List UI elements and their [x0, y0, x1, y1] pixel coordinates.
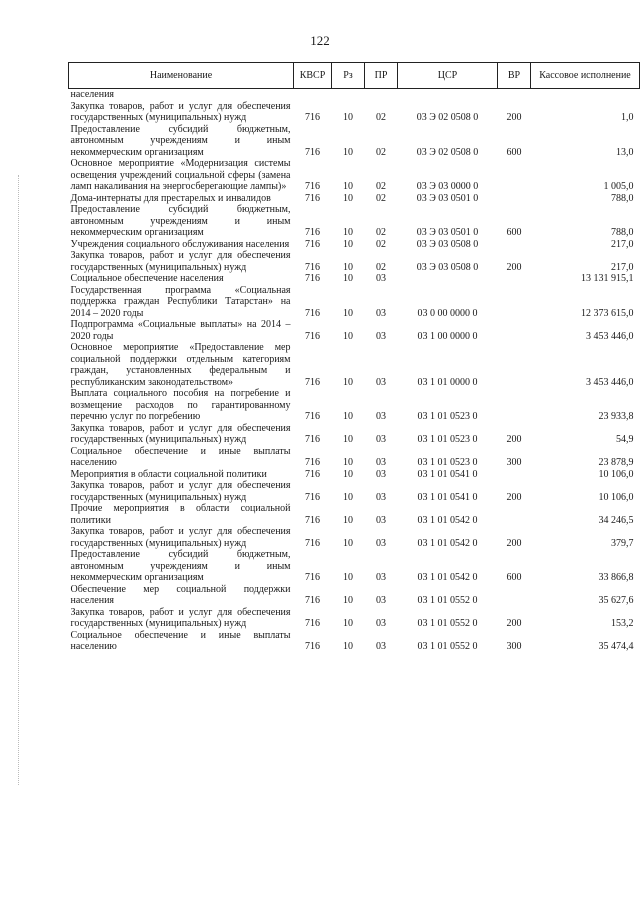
row-vr	[498, 469, 531, 481]
table-row	[69, 480, 640, 503]
row-pr: 03	[376, 491, 386, 503]
row-name: Подпрограмма «Социальные выплаты» на 2014 – 2020 годы	[70, 319, 291, 342]
row-amount: 13 131 915,1	[581, 273, 634, 284]
row-name: Основное мероприятие «Предоставление мер социальной поддержки отдельным категориям граждан, установленных федеральным и республиканским законодательством»	[70, 342, 291, 388]
row-csr: 03 1 01 0542 0	[417, 537, 478, 549]
row-pr: 03	[376, 457, 386, 468]
row-rz: 10	[343, 307, 353, 319]
row-pr: 03	[376, 618, 386, 629]
table-row	[69, 526, 640, 549]
row-kvsr: 716	[305, 307, 320, 319]
scan-margin-line	[18, 175, 20, 785]
table-row	[69, 285, 640, 320]
row-csr: 03 Э 03 0508 0	[416, 261, 479, 273]
row-pr: 03	[376, 468, 386, 480]
row-csr: 03 1 01 0542 0	[417, 572, 478, 583]
row-amount: 788,0	[611, 227, 634, 238]
row-rz: 10	[343, 595, 353, 606]
table-row	[69, 584, 640, 607]
header-rz: Рз	[332, 63, 365, 89]
row-name: Основное мероприятие «Модернизация системы освещения учреждений социальной сферы (замена ламп накаливания на энергосберегающие лампы)»	[70, 158, 291, 192]
row-csr: 03 1 01 0552 0	[417, 595, 478, 606]
row-kvsr: 716	[305, 411, 320, 422]
row-rz	[332, 89, 365, 101]
row-vr: 200	[506, 618, 522, 629]
row-name: Закупка товаров, работ и услуг для обеспечения государственных (муниципальных) нужд	[70, 526, 291, 549]
row-rz: 10	[343, 411, 353, 422]
row-pr: 03	[376, 273, 386, 284]
row-amount: 54,9	[616, 434, 634, 445]
row-kvsr: 716	[305, 572, 320, 583]
row-kvsr: 716	[305, 595, 320, 606]
row-amount: 35 627,6	[598, 595, 634, 606]
row-vr	[498, 285, 531, 320]
table-row	[69, 319, 640, 342]
row-rz: 10	[343, 572, 353, 583]
row-pr: 02	[376, 192, 386, 204]
table-row	[69, 193, 640, 205]
table-row	[69, 630, 640, 653]
row-amount: 33 866,8	[598, 572, 634, 583]
row-kvsr: 716	[305, 238, 320, 250]
row-amount: 23 878,9	[598, 457, 634, 468]
row-csr: 03 1 01 0541 0	[417, 468, 478, 480]
table-row	[69, 503, 640, 526]
header-amount: Кассовое исполнение	[531, 63, 640, 89]
row-vr	[498, 239, 531, 251]
row-csr: 03 1 01 0523 0	[417, 457, 478, 468]
row-pr: 03	[376, 595, 386, 606]
row-csr: 03 Э 03 0508 0	[416, 238, 479, 250]
row-kvsr: 716	[305, 112, 320, 123]
row-amount: 34 246,5	[598, 514, 634, 526]
header-csr: ЦСР	[398, 63, 498, 89]
row-name: Выплата социального пособия на погребение и возмещение расходов по гарантированному перечню услуг по погребению	[70, 388, 291, 422]
row-pr: 02	[376, 238, 386, 250]
row-vr: 600	[506, 227, 522, 238]
row-kvsr: 716	[305, 468, 320, 480]
row-vr	[498, 193, 531, 205]
row-pr: 02	[376, 112, 386, 123]
table-row	[69, 124, 640, 159]
row-rz: 10	[343, 330, 353, 342]
row-csr: 03 1 01 0523 0	[417, 411, 478, 422]
row-rz: 10	[343, 376, 353, 388]
row-name: Прочие мероприятия в области социальной политики	[70, 503, 291, 526]
table-row	[69, 158, 640, 193]
row-name: населения	[70, 89, 115, 100]
table-row	[69, 89, 640, 101]
row-kvsr: 716	[305, 376, 320, 388]
row-pr: 02	[376, 227, 386, 238]
row-pr: 03	[376, 641, 386, 652]
row-rz: 10	[343, 181, 353, 192]
row-csr: 03 Э 02 0508 0	[416, 112, 479, 123]
row-vr: 300	[506, 457, 522, 468]
row-amount: 379,7	[611, 537, 634, 549]
table-row	[69, 250, 640, 273]
row-name: Социальное обеспечение и иные выплаты населению	[70, 629, 291, 652]
row-pr: 03	[376, 376, 386, 388]
row-rz: 10	[343, 641, 353, 652]
row-name: Социальное обеспечение населения	[70, 273, 224, 284]
row-rz: 10	[343, 112, 353, 123]
row-csr: 03 Э 03 0501 0	[416, 227, 479, 238]
row-rz: 10	[343, 227, 353, 238]
row-rz: 10	[343, 491, 353, 503]
row-csr: 03 Э 03 0501 0	[416, 192, 479, 204]
row-vr: 300	[506, 641, 522, 652]
row-vr	[498, 584, 531, 607]
row-vr	[498, 388, 531, 423]
row-name: Закупка товаров, работ и услуг для обеспечения государственных (муниципальных) нужд	[70, 100, 291, 123]
row-amount: 23 933,8	[598, 411, 634, 422]
row-vr: 200	[506, 491, 522, 503]
table-row	[69, 239, 640, 251]
header-kvsr: КВСР	[294, 63, 332, 89]
table-row	[69, 101, 640, 124]
row-amount: 1,0	[621, 112, 634, 123]
row-pr: 03	[376, 330, 386, 342]
table-header-row	[69, 63, 640, 89]
row-rz: 10	[343, 192, 353, 204]
row-csr	[398, 273, 498, 285]
budget-table	[68, 62, 640, 653]
row-rz: 10	[343, 146, 353, 158]
row-kvsr: 716	[305, 491, 320, 503]
row-pr: 02	[376, 261, 386, 273]
row-amount: 10 106,0	[598, 468, 634, 480]
row-name: Закупка товаров, работ и услуг для обеспечения государственных (муниципальных) нужд	[70, 606, 291, 629]
row-name: Закупка товаров, работ и услуг для обеспечения государственных (муниципальных) нужд	[70, 422, 291, 445]
table-row	[69, 423, 640, 446]
row-amount: 217,0	[611, 261, 634, 273]
row-rz: 10	[343, 273, 353, 284]
row-amount: 3 453 446,0	[586, 330, 634, 342]
row-kvsr: 716	[305, 181, 320, 192]
row-pr: 03	[376, 572, 386, 583]
row-vr	[498, 89, 531, 101]
row-kvsr: 716	[305, 537, 320, 549]
row-name: Государственная программа «Социальная поддержка граждан Республики Татарстан» на 2014 – 2020 годы	[70, 284, 291, 319]
row-csr: 03 Э 02 0508 0	[416, 146, 479, 158]
row-rz: 10	[343, 468, 353, 480]
row-rz: 10	[343, 238, 353, 250]
row-vr: 200	[506, 537, 522, 549]
row-vr: 600	[506, 146, 522, 158]
row-csr: 03 1 01 0552 0	[417, 641, 478, 652]
row-pr: 03	[376, 307, 386, 319]
row-kvsr: 716	[305, 514, 320, 526]
row-csr: 03 1 01 0541 0	[417, 491, 478, 503]
table-row	[69, 549, 640, 584]
row-kvsr: 716	[305, 641, 320, 652]
row-kvsr: 716	[305, 146, 320, 158]
row-pr: 02	[376, 181, 386, 192]
row-csr: 03 1 01 0000 0	[417, 376, 478, 388]
row-amount: 12 373 615,0	[581, 307, 634, 319]
row-vr: 200	[506, 261, 522, 273]
row-amount: 10 106,0	[598, 491, 634, 503]
row-rz: 10	[343, 514, 353, 526]
row-amount: 1 005,0	[603, 181, 634, 192]
row-csr: 03 1 00 0000 0	[417, 330, 478, 342]
row-amount: 13,0	[616, 146, 634, 158]
row-csr: 03 Э 03 0000 0	[416, 181, 479, 192]
row-csr: 03 1 01 0552 0	[417, 618, 478, 629]
row-pr: 03	[376, 411, 386, 422]
row-name: Предоставление субсидий бюджетным, автономным учреждениям и иным некоммерческим организациям	[70, 204, 291, 238]
row-name: Закупка товаров, работ и услуг для обеспечения государственных (муниципальных) нужд	[70, 250, 291, 273]
row-kvsr: 716	[305, 457, 320, 468]
row-amount: 788,0	[611, 192, 634, 204]
table-row	[69, 273, 640, 285]
row-kvsr: 716	[305, 227, 320, 238]
row-pr: 03	[376, 514, 386, 526]
row-amount: 3 453 446,0	[586, 376, 634, 388]
row-amount	[531, 89, 640, 101]
table-row	[69, 388, 640, 423]
row-vr	[498, 273, 531, 285]
table-row	[69, 446, 640, 469]
table-row	[69, 204, 640, 239]
row-csr: 03 1 01 0523 0	[417, 434, 478, 445]
table-row	[69, 607, 640, 630]
row-pr: 02	[376, 146, 386, 158]
row-rz: 10	[343, 434, 353, 445]
row-vr	[498, 503, 531, 526]
row-csr: 03 1 01 0542 0	[417, 514, 478, 526]
row-vr: 200	[506, 112, 522, 123]
row-kvsr: 716	[305, 330, 320, 342]
row-kvsr: 716	[305, 434, 320, 445]
row-name: Предоставление субсидий бюджетным, автономным учреждениям и иным некоммерческим организациям	[70, 549, 291, 583]
row-name: Предоставление субсидий бюджетным, автономным учреждениям и иным некоммерческим организациям	[70, 123, 291, 158]
table-row	[69, 342, 640, 388]
row-amount: 35 474,4	[598, 641, 634, 652]
table-row	[69, 469, 640, 481]
row-name: Дома-интернаты для престарелых и инвалидов	[70, 192, 271, 204]
row-vr	[498, 342, 531, 388]
row-rz: 10	[343, 261, 353, 273]
row-amount: 217,0	[611, 238, 634, 250]
row-kvsr	[294, 89, 332, 101]
row-vr: 200	[506, 434, 522, 445]
row-vr: 600	[506, 572, 522, 583]
page-number: 122	[310, 33, 330, 48]
row-amount: 153,2	[611, 618, 634, 629]
row-name: Учреждения социального обслуживания населения	[70, 238, 290, 250]
row-name: Обеспечение мер социальной поддержки населения	[70, 583, 291, 606]
row-pr	[365, 89, 398, 101]
row-vr	[498, 319, 531, 342]
row-rz: 10	[343, 457, 353, 468]
row-kvsr: 716	[305, 273, 320, 284]
row-name: Мероприятия в области социальной политики	[70, 468, 267, 480]
header-vr: ВР	[498, 63, 531, 89]
row-pr: 03	[376, 434, 386, 445]
row-csr: 03 0 00 0000 0	[417, 307, 478, 319]
row-name: Социальное обеспечение и иные выплаты населению	[70, 445, 291, 468]
header-pr: ПР	[365, 63, 398, 89]
header-name: Наименование	[69, 63, 294, 89]
row-kvsr: 716	[305, 261, 320, 273]
row-name: Закупка товаров, работ и услуг для обеспечения государственных (муниципальных) нужд	[70, 480, 291, 503]
row-kvsr: 716	[305, 192, 320, 204]
row-csr	[398, 89, 498, 101]
row-rz: 10	[343, 537, 353, 549]
row-pr: 03	[376, 537, 386, 549]
table-body	[69, 89, 640, 653]
row-vr	[498, 158, 531, 193]
row-rz: 10	[343, 618, 353, 629]
row-kvsr: 716	[305, 618, 320, 629]
